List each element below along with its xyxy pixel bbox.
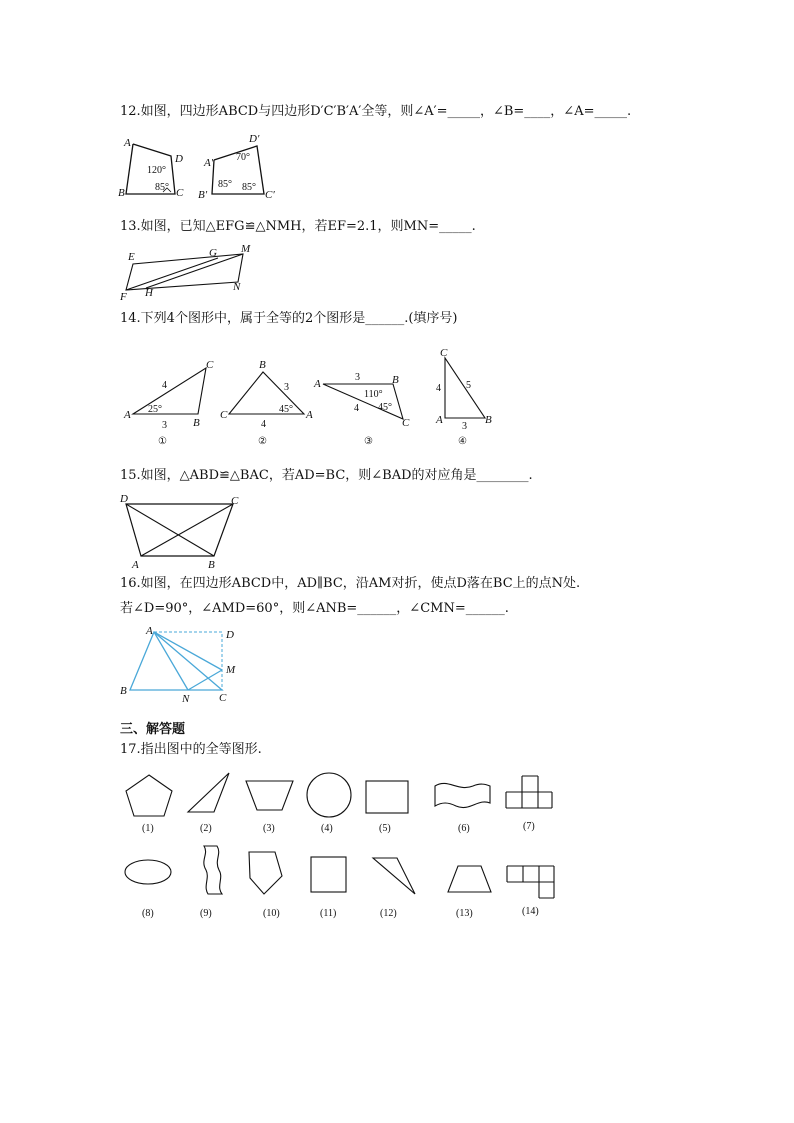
q12-text: 12.如图，四边形ABCD与四边形D′C′B′A′全等，则∠A′=_____，∠B=____，∠A=_____. — [120, 104, 632, 119]
svg-text:(13): (13) — [456, 908, 473, 919]
svg-text:C: C — [206, 359, 214, 371]
svg-text:85°: 85° — [218, 179, 232, 190]
svg-text:45°: 45° — [378, 402, 392, 413]
svg-text:(12): (12) — [380, 908, 397, 919]
svg-text:C: C — [220, 409, 228, 421]
shape-ellipse-8 — [125, 860, 171, 884]
svg-text:A′: A′ — [204, 157, 214, 169]
svg-text:(2): (2) — [200, 823, 212, 834]
svg-text:120°: 120° — [147, 165, 166, 176]
svg-text:C: C — [176, 187, 184, 199]
shape-pentagon-1 — [126, 775, 172, 816]
svg-text:(8): (8) — [142, 908, 154, 919]
svg-text:B: B — [208, 559, 215, 571]
svg-text:A: A — [306, 409, 313, 421]
shape-pentagon-10 — [249, 852, 282, 894]
svg-text:F: F — [120, 291, 127, 303]
shape-rectangle-5 — [366, 781, 408, 813]
q13-figure — [118, 244, 258, 302]
q17-shapes-figure — [118, 766, 568, 926]
section-heading: 三、解答题 — [120, 722, 186, 737]
svg-text:H: H — [145, 287, 153, 299]
svg-text:(7): (7) — [523, 821, 535, 832]
shape-trapezoid-13 — [448, 866, 491, 892]
svg-text:(3): (3) — [263, 823, 275, 834]
svg-text:110°: 110° — [364, 389, 383, 400]
svg-text:C′: C′ — [265, 189, 275, 201]
svg-text:85°: 85° — [155, 182, 169, 193]
svg-text:(11): (11) — [320, 908, 337, 919]
q15-figure — [118, 492, 248, 570]
svg-text:B: B — [485, 414, 492, 426]
svg-text:C: C — [231, 495, 239, 507]
svg-text:5: 5 — [466, 380, 471, 391]
svg-text:3: 3 — [284, 382, 289, 393]
svg-text:A: A — [146, 625, 153, 637]
svg-text:(4): (4) — [321, 823, 333, 834]
shape-cross-14 — [507, 866, 554, 898]
q16-figure — [118, 622, 248, 704]
shape-sliver-triangle-2 — [188, 773, 229, 812]
svg-text:B: B — [392, 374, 399, 386]
svg-text:B: B — [259, 359, 266, 371]
svg-text:45°: 45° — [279, 404, 293, 415]
svg-text:A: A — [436, 414, 443, 426]
svg-text:(14): (14) — [522, 906, 539, 917]
svg-text:④: ④ — [458, 436, 467, 447]
svg-text:B: B — [193, 417, 200, 429]
q12-figure — [118, 132, 288, 200]
svg-text:C: C — [440, 347, 448, 359]
svg-text:3: 3 — [162, 420, 167, 431]
svg-text:70°: 70° — [236, 152, 250, 163]
svg-text:A: A — [124, 409, 131, 421]
shape-circle-4 — [307, 773, 351, 817]
q13-text: 13.如图，已知△EFG≌△NMH，若EF=2.1，则MN=_____. — [120, 219, 476, 234]
svg-text:(6): (6) — [458, 823, 470, 834]
svg-text:4: 4 — [354, 403, 359, 414]
svg-text:A: A — [314, 378, 321, 390]
svg-text:D: D — [175, 153, 183, 165]
shape-wave-6 — [435, 783, 490, 807]
q16-text-2: 若∠D=90°，∠AMD=60°，则∠ANB=______，∠CMN=______. — [120, 601, 509, 616]
q15-text: 15.如图，△ABD≌△BAC，若AD=BC，则∠BAD的对应角是________. — [120, 468, 533, 483]
svg-text:C: C — [219, 692, 227, 704]
svg-text:D: D — [120, 493, 128, 505]
svg-text:85°: 85° — [242, 182, 256, 193]
svg-text:A: A — [132, 559, 139, 571]
svg-text:4: 4 — [436, 383, 441, 394]
svg-text:(9): (9) — [200, 908, 212, 919]
svg-text:(1): (1) — [142, 823, 154, 834]
shape-trapezoid-3 — [246, 781, 293, 810]
svg-text:N: N — [233, 281, 241, 293]
svg-text:B: B — [118, 187, 125, 199]
svg-text:25°: 25° — [148, 404, 162, 415]
svg-text:3: 3 — [355, 372, 360, 383]
svg-text:M: M — [241, 243, 251, 255]
q14-text: 14.下列4个图形中，属于全等的2个图形是______.(填序号) — [120, 311, 458, 326]
svg-text:A: A — [124, 137, 131, 149]
svg-text:M: M — [226, 664, 236, 676]
svg-text:D′: D′ — [249, 133, 260, 145]
shape-sliver-triangle-12 — [373, 858, 415, 894]
shape-square-11 — [311, 857, 346, 892]
svg-text:(10): (10) — [263, 908, 280, 919]
q16-text-1: 16.如图，在四边形ABCD中，AD∥BC，沿AM对折，使点D落在BC上的点N处. — [120, 576, 581, 591]
svg-text:C: C — [402, 417, 410, 429]
svg-text:③: ③ — [364, 436, 373, 447]
svg-text:4: 4 — [162, 380, 167, 391]
q14-figure — [118, 346, 498, 448]
svg-text:(5): (5) — [379, 823, 391, 834]
shape-cross-7 — [506, 776, 552, 808]
shape-wave-9 — [204, 846, 222, 894]
svg-text:D: D — [226, 629, 234, 641]
svg-text:4: 4 — [261, 419, 266, 430]
q17-text: 17.指出图中的全等图形. — [120, 742, 262, 757]
svg-text:N: N — [182, 693, 190, 705]
svg-text:②: ② — [258, 436, 267, 447]
svg-text:B: B — [120, 685, 127, 697]
svg-text:G: G — [209, 247, 217, 259]
svg-text:3: 3 — [462, 421, 467, 432]
svg-text:①: ① — [158, 436, 167, 447]
svg-text:B′: B′ — [198, 189, 208, 201]
svg-text:E: E — [128, 251, 135, 263]
